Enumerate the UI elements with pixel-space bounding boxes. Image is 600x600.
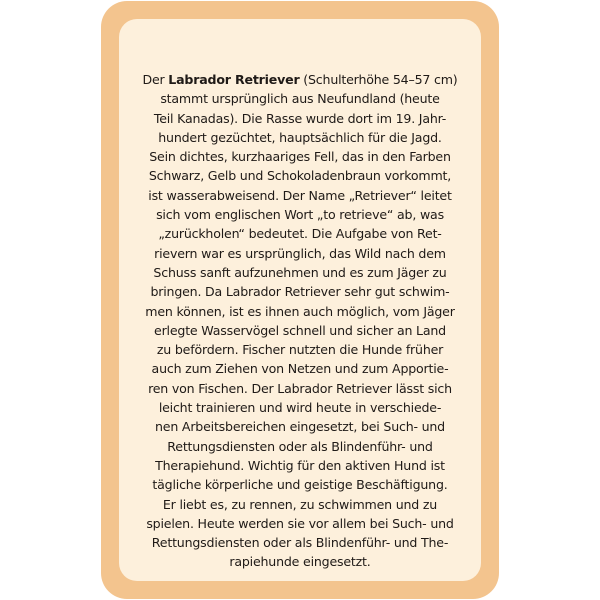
text-line: ren von Fischen. Der Labrador Retriever lässt sich	[148, 380, 452, 396]
text-line: Er liebt es, zu rennen, zu schwimmen und zu	[162, 496, 438, 512]
text-line: Schuss sanft aufzunehmen und es zum Jäger zu	[153, 264, 447, 280]
text-line: stammt ursprünglich aus Neufundland (heute	[160, 91, 440, 107]
breed-name: Labrador Retriever	[168, 72, 300, 87]
text-line: tägliche körperliche und geistige Beschäftigung.	[152, 477, 448, 493]
text-line: men können, ist es ihnen auch möglich, vom Jäger	[145, 303, 455, 319]
text-line: leicht trainieren und wird heute in verschiede-	[158, 400, 442, 416]
text-line	[119, 70, 481, 89]
card-inner-panel	[119, 19, 481, 581]
text-line: spielen. Heute werden sie vor allem bei Such- und	[146, 515, 454, 531]
text-line: Sein dichtes, kurzhaariges Fell, das in den Farben	[149, 149, 451, 165]
text-line: rievern war es ursprünglich, das Wild nach dem	[154, 245, 446, 261]
info-card	[101, 1, 499, 599]
text-line: „zurückholen“ bedeutet. Die Aufgabe von Ret-	[158, 226, 442, 242]
text-line: Rettungsdiensten oder als Blindenführ- und The-	[151, 535, 449, 551]
text-line: erlegte Wasservögel schnell und sicher an Land	[154, 322, 446, 338]
text-line: nen Arbeitsbereichen eingesetzt, bei Such- und	[155, 419, 445, 435]
text-line: sich vom englischen Wort „to retrieve“ ab, was	[156, 207, 444, 223]
text-line: Schwarz, Gelb und Schokoladenbraun vorkommt,	[148, 168, 452, 184]
text-line: Teil Kanadas). Die Rasse wurde dort im 19. Jahr-	[153, 110, 447, 126]
text-line: bringen. Da Labrador Retriever sehr gut schwim-	[150, 284, 450, 300]
text-line: rapiehunde eingesetzt.	[229, 554, 371, 570]
card-description	[119, 70, 481, 572]
text-line: Rettungsdiensten oder als Blindenführ- und	[167, 438, 433, 454]
text-line: auch zum Ziehen von Netzen und zum Apportie-	[151, 361, 449, 377]
intro-prefix: Der	[142, 72, 169, 87]
text-line: zu befördern. Fischer nutzten die Hunde früher	[156, 342, 444, 358]
text-line: ist wasserabweisend. Der Name „Retriever“ leitet	[148, 187, 452, 203]
intro-suffix: (Schulterhöhe 54–57 cm)	[299, 72, 458, 87]
text-line: Therapiehund. Wichtig für den aktiven Hund ist	[155, 457, 445, 473]
text-line: hundert gezüchtet, hauptsächlich für die Jagd.	[158, 129, 442, 145]
